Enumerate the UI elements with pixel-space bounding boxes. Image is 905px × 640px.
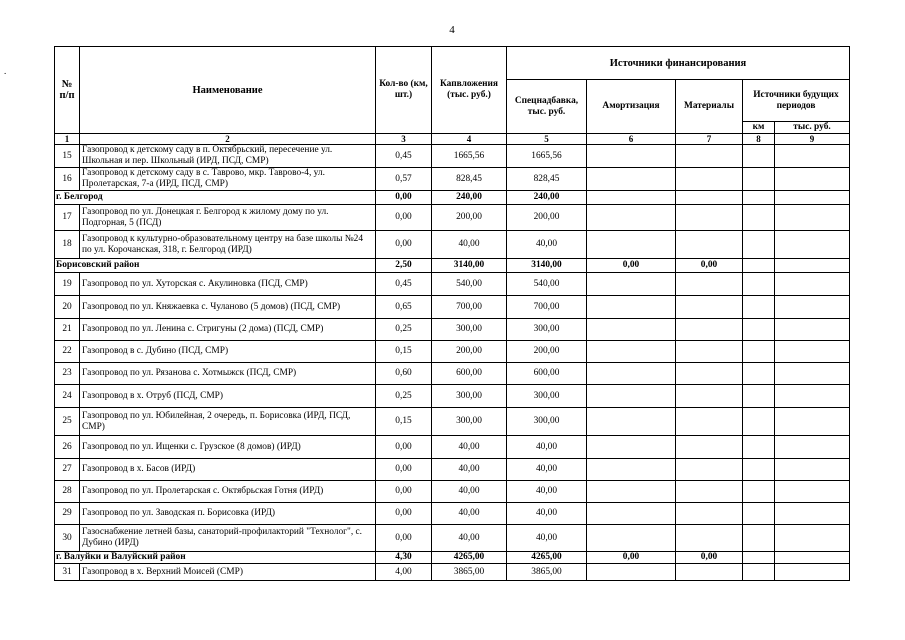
row-materials <box>676 231 743 259</box>
row-future-km <box>743 481 775 503</box>
row-number: 25 <box>55 408 80 436</box>
row-name: Газопровод к культурно-образовательному центру на базе школы №24 по ул. Корочанская, 318, г. Белгород (ИРД) <box>80 231 376 259</box>
row-invest: 40,00 <box>432 481 507 503</box>
row-materials <box>676 319 743 341</box>
row-name: Газопровод в х. Басов (ИРД) <box>80 459 376 481</box>
row-materials <box>676 363 743 385</box>
row-amortization <box>587 319 676 341</box>
row-surcharge: 40,00 <box>507 503 587 525</box>
row-future-km <box>743 259 775 273</box>
row-amortization <box>587 363 676 385</box>
row-number: 18 <box>55 231 80 259</box>
row-name: Газопровод в с. Дубино (ПСД, СМР) <box>80 341 376 363</box>
row-surcharge: 4265,00 <box>507 552 587 564</box>
row-future-thous <box>775 408 850 436</box>
row-future-thous <box>775 341 850 363</box>
section-name: г. Валуйки и Валуйский район <box>55 552 376 564</box>
row-number: 20 <box>55 296 80 319</box>
row-materials <box>676 296 743 319</box>
row-surcharge: 200,00 <box>507 341 587 363</box>
row-qty: 0,00 <box>376 205 432 231</box>
row-name: Газопровод по ул. Заводская п. Борисовка (ИРД) <box>80 503 376 525</box>
row-future-thous <box>775 459 850 481</box>
row-name: Газопровод к детскому саду в п. Октябрьский, пересечение ул. Школьная и пер. Школьный (ИРД, ПСД, СМР) <box>80 145 376 168</box>
row-invest: 200,00 <box>432 205 507 231</box>
row-name: Газопровод по ул. Княжаевка с. Чуланово (5 домов) (ПСД, СМР) <box>80 296 376 319</box>
row-invest: 300,00 <box>432 319 507 341</box>
section-row <box>55 552 850 564</box>
row-future-thous <box>775 259 850 273</box>
row-amortization <box>587 564 676 581</box>
row-future-thous <box>775 564 850 581</box>
row-qty: 0,65 <box>376 296 432 319</box>
financing-table <box>54 46 850 581</box>
col-number: 9 <box>775 134 850 145</box>
row-surcharge: 40,00 <box>507 436 587 459</box>
table-row <box>55 525 850 552</box>
row-amortization <box>587 525 676 552</box>
row-number: 27 <box>55 459 80 481</box>
table-row <box>55 408 850 436</box>
row-future-km <box>743 564 775 581</box>
row-amortization <box>587 408 676 436</box>
header-name: Наименование <box>80 47 376 134</box>
row-amortization <box>587 205 676 231</box>
row-future-km <box>743 503 775 525</box>
row-name: Газопровод к детскому саду в с. Таврово, мкр. Таврово-4, ул. Пролетарская, 7-а (ИРД, ПСД, СМР) <box>80 168 376 191</box>
table-row <box>55 503 850 525</box>
row-invest: 40,00 <box>432 436 507 459</box>
header-thous: тыс. руб. <box>775 122 850 134</box>
col-number: 6 <box>587 134 676 145</box>
row-future-km <box>743 231 775 259</box>
row-qty: 4,30 <box>376 552 432 564</box>
table-row <box>55 205 850 231</box>
row-surcharge: 40,00 <box>507 525 587 552</box>
row-number: 22 <box>55 341 80 363</box>
row-future-thous <box>775 168 850 191</box>
row-surcharge: 600,00 <box>507 363 587 385</box>
row-qty: 0,15 <box>376 408 432 436</box>
row-qty: 0,00 <box>376 503 432 525</box>
header-qty: Кол-во (км, шт.) <box>376 47 432 134</box>
section-row <box>55 259 850 273</box>
row-future-km <box>743 341 775 363</box>
row-surcharge: 300,00 <box>507 319 587 341</box>
table-body <box>55 145 850 581</box>
row-name: Газопровод по ул. Хуторская с. Акулиновка (ПСД, СМР) <box>80 273 376 296</box>
row-invest: 300,00 <box>432 408 507 436</box>
row-name: Газопровод по ул. Донецкая г. Белгород к жилому дому по ул. Подгорная, 5 (ПСД) <box>80 205 376 231</box>
row-qty: 0,15 <box>376 341 432 363</box>
row-amortization <box>587 168 676 191</box>
row-future-km <box>743 273 775 296</box>
row-name: Газопровод по ул. Ленина с. Стригуны (2 дома) (ПСД, СМР) <box>80 319 376 341</box>
row-future-thous <box>775 552 850 564</box>
row-future-km <box>743 191 775 205</box>
table-row <box>55 296 850 319</box>
row-number: 30 <box>55 525 80 552</box>
row-invest: 3865,00 <box>432 564 507 581</box>
row-number: 15 <box>55 145 80 168</box>
row-materials: 0,00 <box>676 552 743 564</box>
row-amortization <box>587 191 676 205</box>
row-invest: 40,00 <box>432 525 507 552</box>
row-number: 17 <box>55 205 80 231</box>
row-materials <box>676 564 743 581</box>
row-amortization <box>587 145 676 168</box>
row-materials <box>676 205 743 231</box>
row-qty: 0,45 <box>376 145 432 168</box>
row-future-thous <box>775 525 850 552</box>
row-future-thous <box>775 503 850 525</box>
section-row <box>55 191 850 205</box>
row-materials <box>676 408 743 436</box>
header-invest: Капвложения (тыс. руб.) <box>432 47 507 134</box>
row-invest: 600,00 <box>432 363 507 385</box>
row-invest: 240,00 <box>432 191 507 205</box>
table-row <box>55 564 850 581</box>
row-future-km <box>743 319 775 341</box>
row-name: Газопровод по ул. Рязанова с. Хотмыжск (ПСД, СМР) <box>80 363 376 385</box>
row-materials: 0,00 <box>676 259 743 273</box>
row-future-thous <box>775 385 850 408</box>
row-amortization <box>587 385 676 408</box>
row-surcharge: 1665,56 <box>507 145 587 168</box>
row-future-thous <box>775 296 850 319</box>
section-name: г. Белгород <box>55 191 376 205</box>
row-surcharge: 3865,00 <box>507 564 587 581</box>
row-surcharge: 700,00 <box>507 296 587 319</box>
row-invest: 828,45 <box>432 168 507 191</box>
table-row <box>55 273 850 296</box>
row-qty: 0,00 <box>376 231 432 259</box>
row-invest: 4265,00 <box>432 552 507 564</box>
row-materials <box>676 436 743 459</box>
row-invest: 3140,00 <box>432 259 507 273</box>
row-surcharge: 240,00 <box>507 191 587 205</box>
row-number: 16 <box>55 168 80 191</box>
row-surcharge: 300,00 <box>507 385 587 408</box>
row-number: 28 <box>55 481 80 503</box>
row-qty: 2,50 <box>376 259 432 273</box>
row-qty: 0,25 <box>376 319 432 341</box>
table-row <box>55 168 850 191</box>
row-invest: 700,00 <box>432 296 507 319</box>
row-surcharge: 40,00 <box>507 481 587 503</box>
row-amortization <box>587 273 676 296</box>
row-amortization <box>587 481 676 503</box>
row-name: Газопровод по ул. Пролетарская с. Октябрьская Готня (ИРД) <box>80 481 376 503</box>
col-number: 3 <box>376 134 432 145</box>
header-km: км <box>743 122 775 134</box>
row-qty: 0,00 <box>376 481 432 503</box>
row-future-thous <box>775 145 850 168</box>
row-qty: 0,00 <box>376 459 432 481</box>
row-future-km <box>743 436 775 459</box>
row-qty: 4,00 <box>376 564 432 581</box>
row-future-km <box>743 385 775 408</box>
row-materials <box>676 525 743 552</box>
row-invest: 40,00 <box>432 459 507 481</box>
row-materials <box>676 191 743 205</box>
row-number: 19 <box>55 273 80 296</box>
row-surcharge: 40,00 <box>507 231 587 259</box>
row-qty: 0,25 <box>376 385 432 408</box>
row-materials <box>676 273 743 296</box>
row-qty: 0,57 <box>376 168 432 191</box>
row-materials <box>676 503 743 525</box>
row-materials <box>676 168 743 191</box>
row-invest: 200,00 <box>432 341 507 363</box>
row-name: Газопровод в х. Верхний Моисей (СМР) <box>80 564 376 581</box>
row-invest: 300,00 <box>432 385 507 408</box>
row-future-thous <box>775 363 850 385</box>
header-materials: Материалы <box>676 80 743 134</box>
header-num: № п/п <box>55 47 80 134</box>
row-future-km <box>743 459 775 481</box>
row-surcharge: 828,45 <box>507 168 587 191</box>
row-amortization <box>587 503 676 525</box>
row-materials <box>676 145 743 168</box>
header-amortization: Амортизация <box>587 80 676 134</box>
row-materials <box>676 341 743 363</box>
row-future-thous <box>775 436 850 459</box>
row-future-km <box>743 205 775 231</box>
row-number: 23 <box>55 363 80 385</box>
row-amortization <box>587 296 676 319</box>
row-future-km <box>743 168 775 191</box>
row-amortization <box>587 231 676 259</box>
row-name: Газоснабжение летней базы, санаторий-профилакторий "Технолог", с. Дубино (ИРД) <box>80 525 376 552</box>
row-future-thous <box>775 319 850 341</box>
row-future-thous <box>775 481 850 503</box>
col-number: 5 <box>507 134 587 145</box>
row-future-km <box>743 552 775 564</box>
row-qty: 0,00 <box>376 436 432 459</box>
table-row <box>55 385 850 408</box>
row-amortization: 0,00 <box>587 552 676 564</box>
row-name: Газопровод по ул. Юбилейная, 2 очередь, п. Борисовка (ИРД, ПСД, СМР) <box>80 408 376 436</box>
row-future-km <box>743 296 775 319</box>
row-number: 26 <box>55 436 80 459</box>
header-surcharge: Спецнадбавка, тыс. руб. <box>507 80 587 134</box>
stray-mark: . <box>4 66 7 76</box>
col-number: 8 <box>743 134 775 145</box>
row-invest: 40,00 <box>432 231 507 259</box>
row-future-km <box>743 363 775 385</box>
table-row <box>55 341 850 363</box>
row-surcharge: 540,00 <box>507 273 587 296</box>
row-qty: 0,45 <box>376 273 432 296</box>
row-materials <box>676 459 743 481</box>
table-row <box>55 363 850 385</box>
header-sources: Источники финансирования <box>507 47 850 80</box>
row-name: Газопровод в х. Отруб (ПСД, СМР) <box>80 385 376 408</box>
row-surcharge: 40,00 <box>507 459 587 481</box>
row-surcharge: 200,00 <box>507 205 587 231</box>
row-qty: 0,00 <box>376 525 432 552</box>
row-number: 24 <box>55 385 80 408</box>
row-number: 21 <box>55 319 80 341</box>
col-number: 4 <box>432 134 507 145</box>
row-amortization <box>587 459 676 481</box>
table-row <box>55 231 850 259</box>
table-row <box>55 145 850 168</box>
section-name: Борисовский район <box>55 259 376 273</box>
row-future-thous <box>775 191 850 205</box>
table-row <box>55 319 850 341</box>
row-invest: 40,00 <box>432 503 507 525</box>
row-invest: 540,00 <box>432 273 507 296</box>
row-surcharge: 300,00 <box>507 408 587 436</box>
row-amortization <box>587 341 676 363</box>
page-number: 4 <box>449 24 455 36</box>
row-amortization: 0,00 <box>587 259 676 273</box>
row-amortization <box>587 436 676 459</box>
row-surcharge: 3140,00 <box>507 259 587 273</box>
row-number: 31 <box>55 564 80 581</box>
row-future-thous <box>775 205 850 231</box>
row-name: Газопровод по ул. Ищенки с. Грузское (8 домов) (ИРД) <box>80 436 376 459</box>
header-future-sources: Источники будущих периодов <box>743 80 850 122</box>
row-future-thous <box>775 273 850 296</box>
col-number: 2 <box>80 134 376 145</box>
row-future-km <box>743 525 775 552</box>
col-number: 7 <box>676 134 743 145</box>
row-future-km <box>743 145 775 168</box>
row-future-km <box>743 408 775 436</box>
row-qty: 0,00 <box>376 191 432 205</box>
row-materials <box>676 481 743 503</box>
row-number: 29 <box>55 503 80 525</box>
table-row <box>55 459 850 481</box>
table-row <box>55 481 850 503</box>
row-materials <box>676 385 743 408</box>
row-qty: 0,60 <box>376 363 432 385</box>
col-number: 1 <box>55 134 80 145</box>
table-row <box>55 436 850 459</box>
row-future-thous <box>775 231 850 259</box>
row-invest: 1665,56 <box>432 145 507 168</box>
